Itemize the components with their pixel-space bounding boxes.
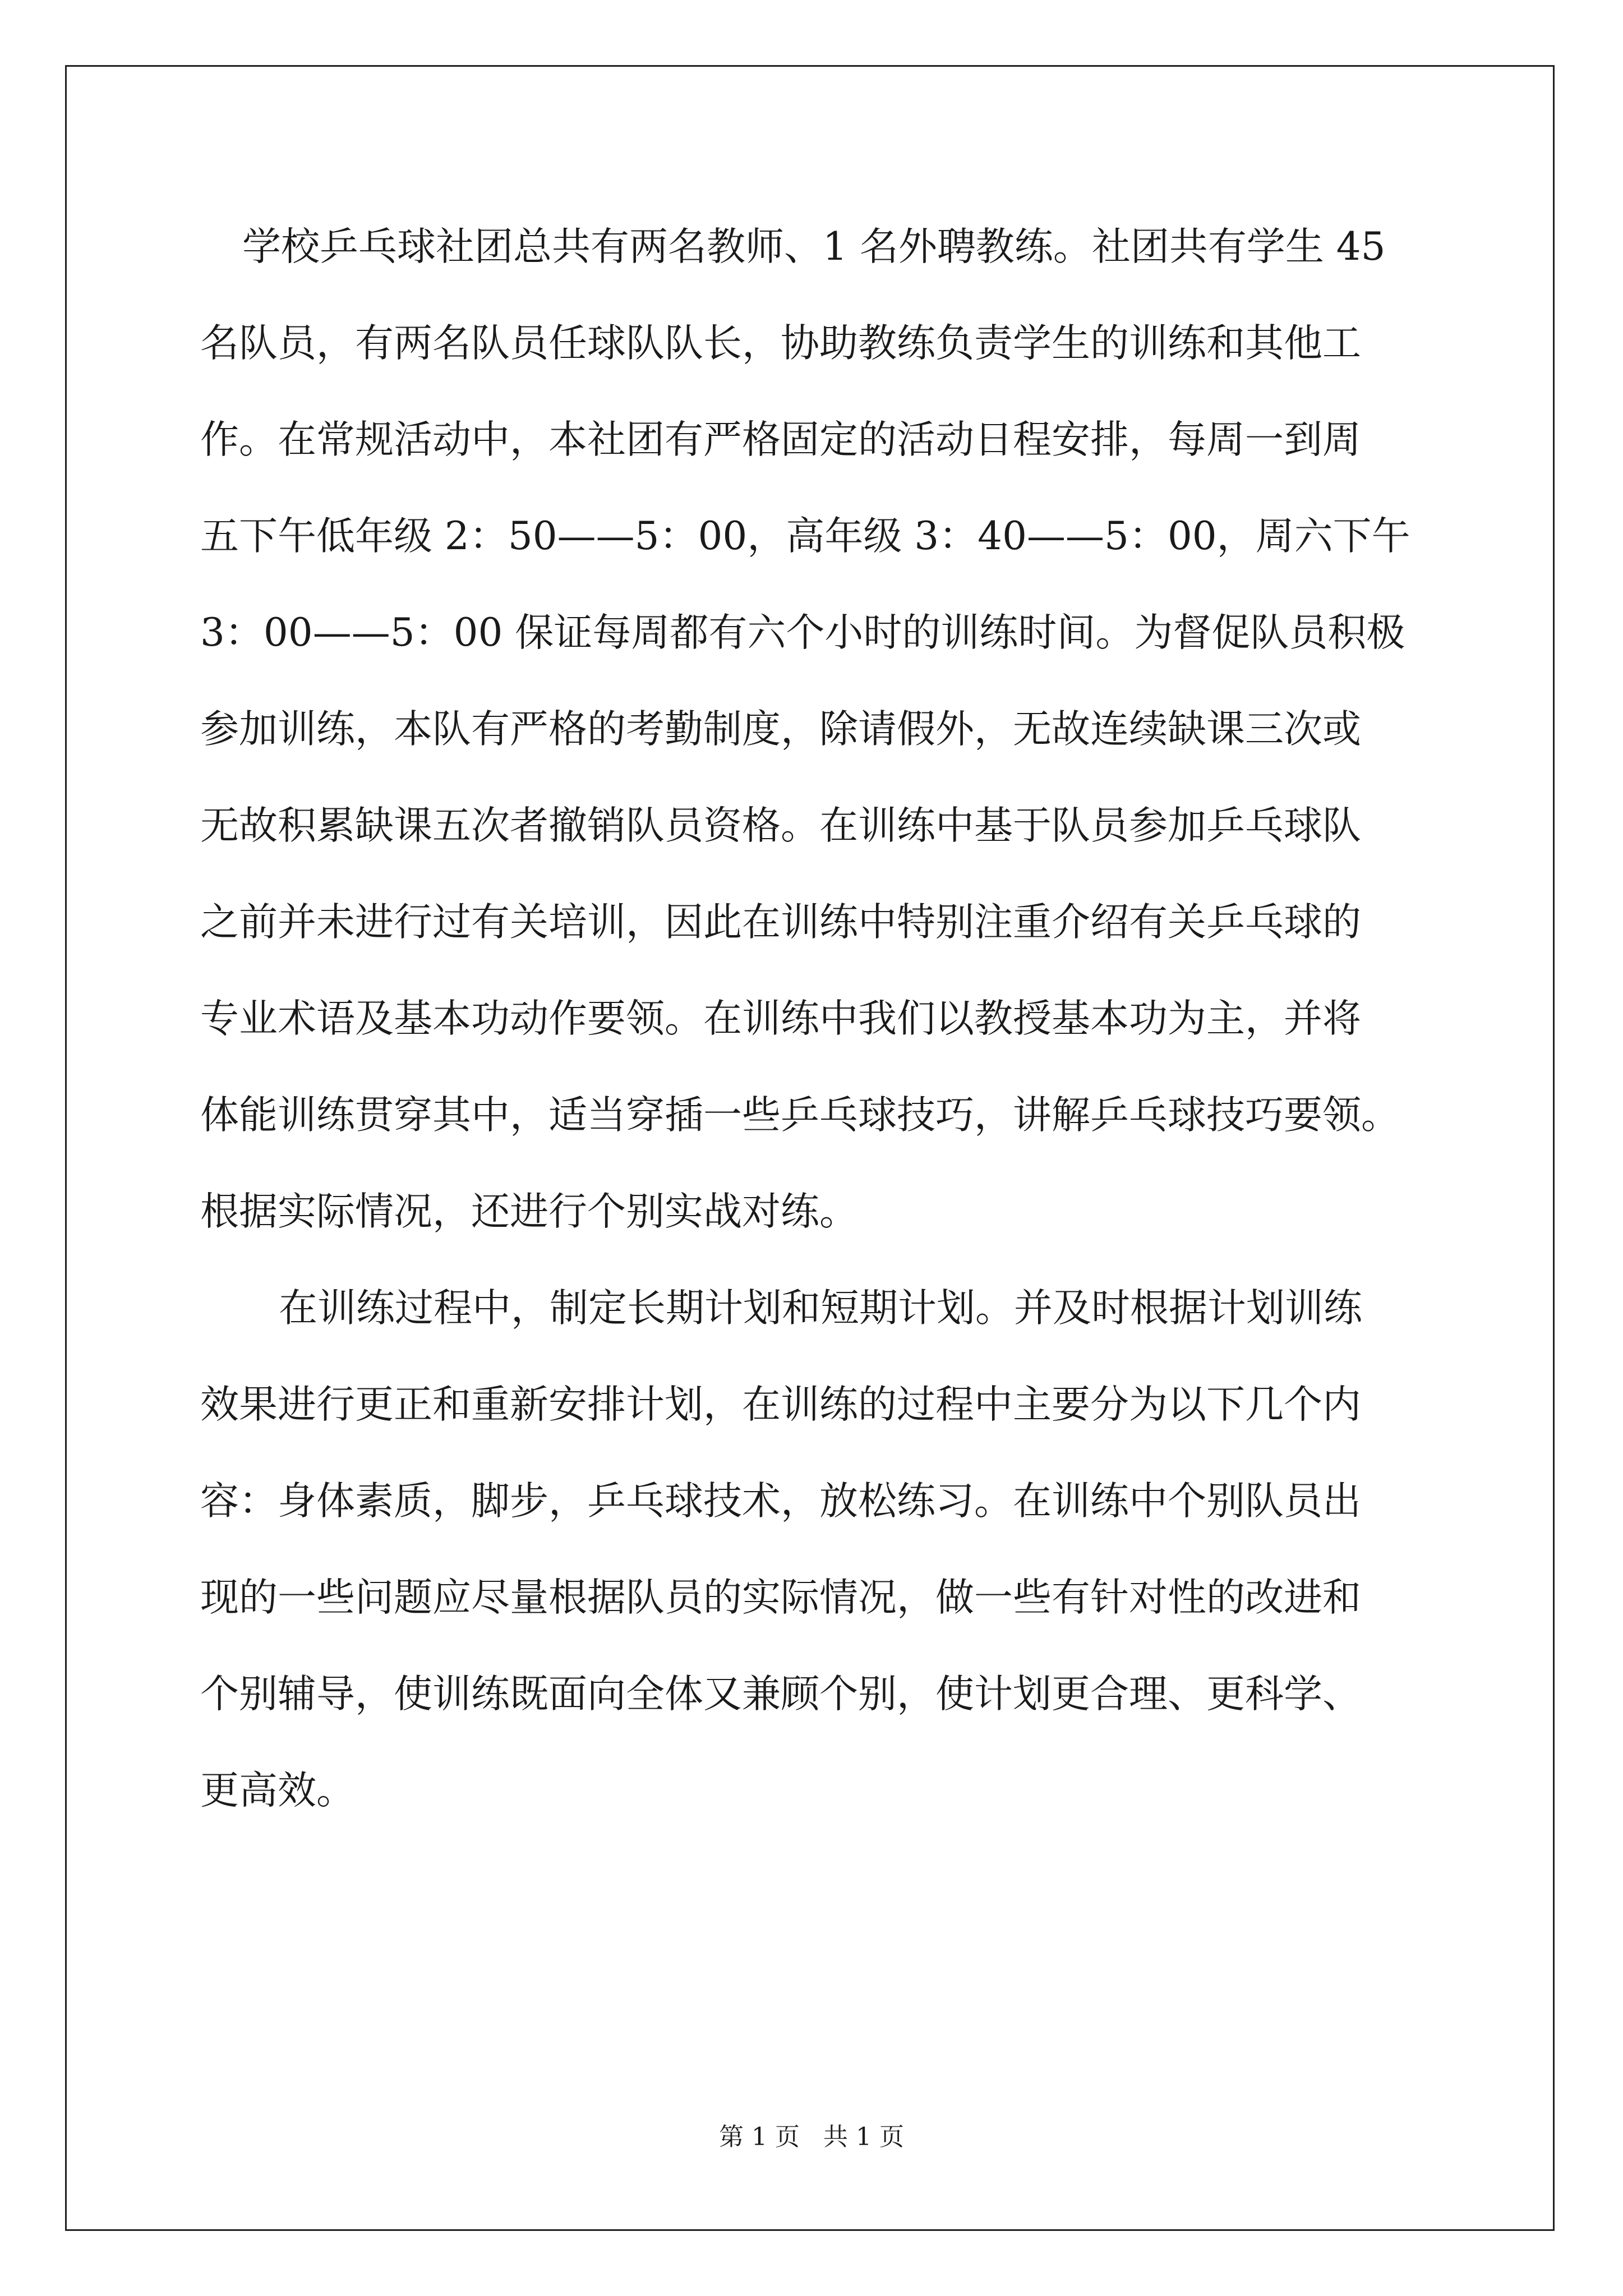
- paragraph-2-line-1: 在训练过程中，制定长期计划和短期计划。并及时根据计划训练: [279, 1286, 1362, 1331]
- paragraph-1-line-10: 体能训练贯穿其中，适当穿插一些乒乓球技巧，讲解乒乓球技巧要领。: [200, 1093, 1400, 1138]
- paragraph-1-line-3: 作。在常规活动中，本社团有严格固定的活动日程安排，每周一到周: [200, 417, 1361, 462]
- paragraph-1-line-1: 学校乒乓球社团总共有两名教师、1 名外聘教练。社团共有学生 45: [242, 224, 1386, 269]
- paragraph-2-line-6: 更高效。: [200, 1768, 355, 1813]
- paragraph-2-line-5: 个别辅导，使训练既面向全体又兼顾个别，使计划更合理、更科学、: [200, 1672, 1361, 1717]
- paragraph-2-line-4: 现的一些问题应尽量根据队员的实际情况，做一些有针对性的改进和: [200, 1575, 1361, 1620]
- paragraph-1-line-4: 五下午低年级 2：50——5：00，高年级 3：40——5：00，周六下午: [200, 514, 1410, 559]
- paragraph-2-line-3: 容：身体素质，脚步，乒乓球技术，放松练习。在训练中个别队员出: [200, 1479, 1361, 1524]
- paragraph-1-line-7: 无故积累缺课五次者撤销队员资格。在训练中基于队员参加乒乓球队: [200, 803, 1361, 848]
- paragraph-1-line-5: 3：00——5：00 保证每周都有六个小时的训练时间。为督促队员积极: [200, 610, 1405, 655]
- paragraph-1-line-2: 名队员，有两名队员任球队队长，协助教练负责学生的训练和其他工: [200, 321, 1361, 366]
- paragraph-1-line-6: 参加训练，本队有严格的考勤制度，除请假外，无故连续缺课三次或: [200, 707, 1361, 752]
- paragraph-1-line-9: 专业术语及基本功动作要领。在训练中我们以教授基本功为主，并将: [200, 996, 1361, 1041]
- paragraph-2-line-2: 效果进行更正和重新安排计划，在训练的过程中主要分为以下几个内: [200, 1382, 1361, 1427]
- paragraph-1-line-11: 根据实际情况，还进行个别实战对练。: [200, 1189, 858, 1234]
- paragraph-1-line-8: 之前并未进行过有关培训，因此在训练中特别注重介绍有关乒乓球的: [200, 900, 1361, 945]
- page-footer: 第 1 页 共 1 页: [719, 2123, 904, 2151]
